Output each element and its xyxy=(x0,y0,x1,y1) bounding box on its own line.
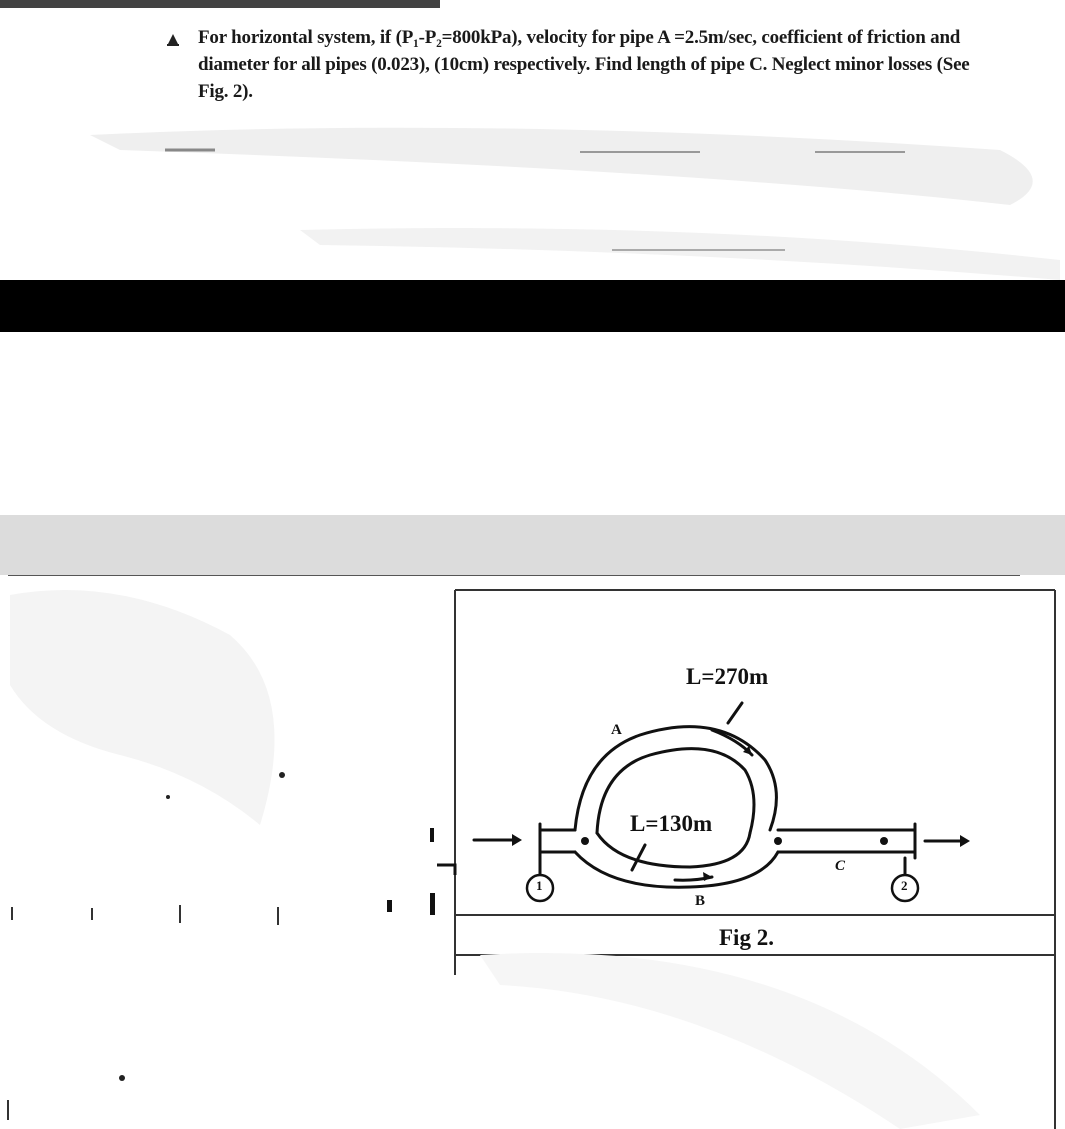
black-band xyxy=(0,280,1065,332)
figure-frame xyxy=(0,575,1065,1129)
pipe-b-length-label: L=130m xyxy=(630,811,713,836)
scan-artifact-top xyxy=(0,0,440,8)
problem-statement: For horizontal system, if (P₁-P₂=800kPa), velocity for pipe A =2.5m/sec, coefficient of friction and diameter for all pipes (0.023), (10cm) respectively. Find length of pipe C. Neglect minor losses (See Fig. 2). xyxy=(198,27,970,102)
pipe-c-letter: C xyxy=(835,858,846,874)
figure-caption: Fig 2. xyxy=(719,925,774,950)
scan-smudges xyxy=(0,110,1065,285)
bullet-icon xyxy=(166,33,180,47)
pipe-a-length-label: L=270m xyxy=(686,664,769,689)
gray-band xyxy=(0,515,1065,575)
point-2-label: 2 xyxy=(901,878,908,893)
pipe-b-letter: B xyxy=(695,893,706,909)
point-1-label: 1 xyxy=(536,878,543,893)
pipe-a-letter: A xyxy=(611,722,622,738)
